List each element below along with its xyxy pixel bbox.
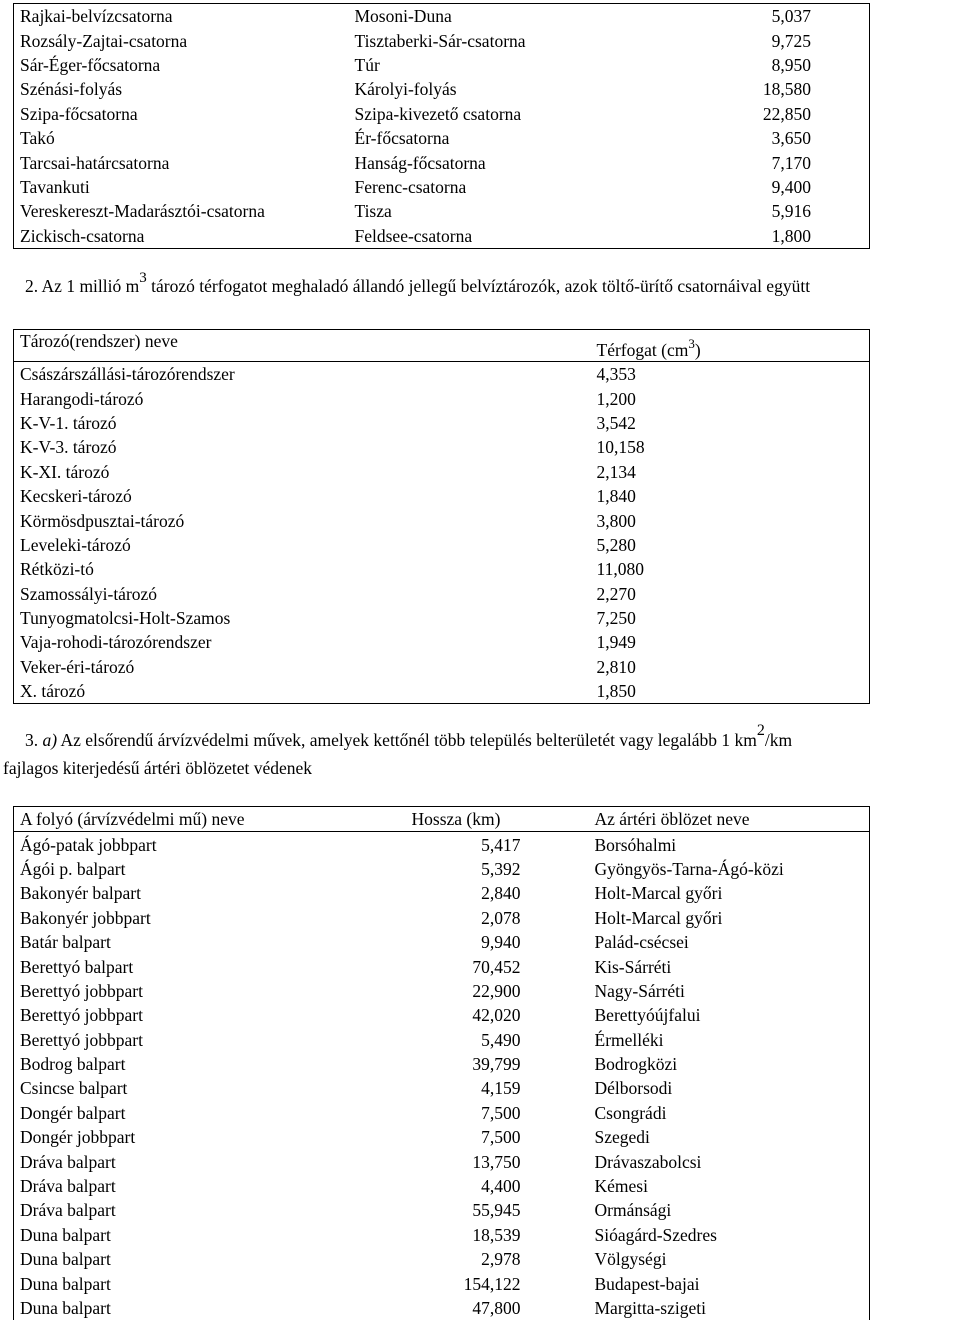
table-row	[14, 1052, 870, 1076]
header-volume: Térfogat $(cm^3)$	[596, 336, 701, 360]
header-floodplain-name: Az ártéri öblözet neve	[594, 809, 750, 830]
river-bank-name: Duna balpart	[20, 1249, 111, 1270]
floodplain-name: Berettyóújfalui	[594, 1005, 701, 1026]
reservoir-name: Vaja-rohodi-tározórendszer	[20, 632, 212, 653]
river-bank-name: Dráva balpart	[20, 1200, 116, 1221]
reservoir-name: Tunyogmatolcsi-Holt-Szamos	[20, 608, 231, 629]
table-row	[14, 224, 870, 249]
recipient-name: Mosoni-Duna	[354, 6, 452, 27]
table-row	[14, 655, 870, 679]
length-value: 7,500	[481, 1127, 521, 1148]
table-row	[14, 199, 870, 223]
river-bank-name: Batár balpart	[20, 932, 111, 953]
table-row	[14, 1149, 870, 1173]
volume-value: 3,800	[596, 510, 636, 531]
table-row	[14, 126, 870, 150]
reservoir-name: K-XI. tározó	[20, 461, 110, 482]
section-2-heading: 2. Az 1 millió $m^3$ tározó térfogatot meghaladó állandó jellegű belvíztározók, azok töltő-ürítő csatornáival együtt	[25, 270, 811, 296]
recipient-name: Ferenc-csatorna	[354, 176, 467, 197]
header-length: Hossza (km)	[411, 809, 501, 830]
volume-value: 10,158	[596, 437, 645, 458]
table-row	[14, 411, 870, 435]
table-row	[14, 606, 870, 630]
river-bank-name: Berettyó jobbpart	[20, 1005, 143, 1026]
floodplain-name: Sióagárd-Szedres	[594, 1224, 717, 1245]
length-value: 8,950	[771, 54, 811, 75]
recipient-name: Károlyi-folyás	[354, 79, 457, 100]
length-value: 2,078	[481, 907, 521, 928]
reservoir-name: K-V-1. tározó	[20, 412, 117, 433]
reservoir-name: Körmösdpusztai-tározó	[20, 510, 185, 531]
length-value: 5,490	[481, 1029, 521, 1050]
length-value: 9,400	[771, 176, 811, 197]
river-bank-name: Bakonyér balpart	[20, 883, 141, 904]
table-row	[14, 832, 870, 857]
length-value: 4,400	[481, 1176, 521, 1197]
river-bank-name: Duna balpart	[20, 1273, 111, 1294]
table-row	[14, 28, 870, 52]
table-row	[14, 102, 870, 126]
recipient-name: Feldsee-csatorna	[354, 225, 473, 246]
volume-value: 1,850	[596, 681, 636, 702]
canal-name: Rozsály-Zajtai-csatorna	[20, 30, 188, 51]
length-value: 7,500	[481, 1102, 521, 1123]
volume-value: 2,134	[596, 461, 636, 482]
length-value: 4,159	[481, 1078, 521, 1099]
floodplain-name: Völgységi	[594, 1249, 667, 1270]
volume-value: 2,810	[596, 656, 636, 677]
length-value: 18,539	[472, 1224, 521, 1245]
table-row	[14, 508, 870, 532]
floodplain-name: Budapest-bajai	[594, 1273, 700, 1294]
river-bank-name: Dongér balpart	[20, 1102, 126, 1123]
length-value: 5,417	[481, 834, 521, 855]
recipient-name: Hanság-főcsatorna	[354, 152, 486, 173]
length-value: 9,940	[481, 932, 521, 953]
volume-value: 7,250	[596, 608, 636, 629]
canal-name: Tarcsai-határcsatorna	[20, 152, 170, 173]
floodplain-name: Kis-Sárréti	[594, 956, 672, 977]
floodplain-name: Érmelléki	[594, 1029, 664, 1050]
recipient-name: Ér-főcsatorna	[354, 128, 450, 149]
length-value: 2,978	[481, 1249, 521, 1270]
river-bank-name: Berettyó jobbpart	[20, 980, 143, 1001]
length-value: 47,800	[472, 1298, 521, 1318]
length-value: 5,037	[771, 6, 811, 27]
reservoir-name: Szamossályi-tározó	[20, 583, 158, 604]
length-value: 22,900	[472, 980, 521, 1001]
length-value: 55,945	[472, 1200, 521, 1221]
canal-name: Vereskereszt-Madarásztói-csatorna	[20, 201, 265, 222]
flood-defense-table	[13, 806, 870, 1320]
floodplain-name: Drávaszabolcsi	[594, 1151, 702, 1172]
flood-defense-table-header	[14, 807, 870, 832]
length-value: 39,799	[472, 1054, 521, 1075]
river-bank-name: Dongér jobbpart	[20, 1127, 136, 1148]
table-row	[14, 1028, 870, 1052]
table-row	[14, 857, 870, 881]
table-row	[14, 175, 870, 199]
river-bank-name: Bakonyér jobbpart	[20, 907, 151, 928]
floodplain-name: Szegedi	[594, 1127, 650, 1148]
table-row	[14, 1125, 870, 1149]
table-row	[14, 979, 870, 1003]
table-row	[14, 1174, 870, 1198]
river-bank-name: Bodrog balpart	[20, 1054, 126, 1075]
canal-name: Szénási-folyás	[20, 79, 123, 100]
table-row	[14, 906, 870, 930]
length-value: 9,725	[771, 30, 811, 51]
table-row	[14, 533, 870, 557]
table-row	[14, 954, 870, 978]
length-value: 3,650	[771, 128, 811, 149]
table-row	[14, 484, 870, 508]
table-row	[14, 582, 870, 606]
canal-name: Zickisch-csatorna	[20, 225, 145, 246]
header-reservoir-name: Tározó(rendszer) neve	[20, 331, 178, 351]
table-row	[14, 150, 870, 174]
table-row	[14, 1198, 870, 1222]
river-bank-name: Dráva balpart	[20, 1151, 116, 1172]
table-row	[14, 557, 870, 581]
table-row	[14, 881, 870, 905]
reservoir-name: X. tározó	[20, 681, 86, 702]
volume-value: 5,280	[596, 534, 636, 555]
reservoir-table	[13, 329, 870, 704]
reservoir-name: Harangodi-tározó	[20, 388, 144, 409]
volume-value: 1,200	[596, 388, 636, 409]
table-row	[14, 53, 870, 77]
table-row	[14, 1271, 870, 1295]
table-row	[14, 679, 870, 704]
floodplain-name: Kémesi	[594, 1176, 648, 1197]
floodplain-name: Holt-Marcal győri	[594, 883, 723, 904]
length-value: 42,020	[472, 1005, 521, 1026]
floodplain-name: Délborsodi	[594, 1078, 673, 1099]
header-river-name: A folyó (árvízvédelmi mű) neve	[20, 809, 245, 830]
floodplain-name: Palád-csécsei	[594, 932, 689, 953]
reservoir-name: Kecskeri-tározó	[20, 486, 132, 507]
table-row	[14, 1296, 870, 1320]
length-value: 5,916	[771, 201, 811, 222]
section-3-heading-line2: fajlagos kiterjedésű ártéri öblözetet védenek	[3, 758, 313, 778]
floodplain-name: Margitta-szigeti	[594, 1298, 706, 1318]
canal-table	[13, 3, 870, 249]
floodplain-name: Gyöngyös-Tarna-Ágó-közi	[594, 858, 784, 879]
floodplain-name: Ormánsági	[594, 1200, 672, 1221]
table-row	[14, 1101, 870, 1125]
table-row	[14, 362, 870, 387]
recipient-name: Túr	[354, 54, 380, 75]
volume-value: 2,270	[596, 583, 636, 604]
reservoir-table-header	[14, 330, 870, 362]
reservoir-name: Császárszállási-tározórendszer	[20, 364, 235, 385]
length-value: 7,170	[771, 152, 811, 173]
reservoir-name: K-V-3. tározó	[20, 437, 117, 458]
length-value: 13,750	[472, 1151, 521, 1172]
table-row	[14, 930, 870, 954]
river-bank-name: Dráva balpart	[20, 1176, 116, 1197]
river-bank-name: Berettyó balpart	[20, 956, 134, 977]
river-bank-name: Berettyó jobbpart	[20, 1029, 143, 1050]
table-row	[14, 77, 870, 101]
length-value: 2,840	[481, 883, 521, 904]
river-bank-name: Ágói p. balpart	[20, 858, 126, 879]
table-row	[14, 630, 870, 654]
length-value: 5,392	[481, 858, 521, 879]
table-row	[14, 1247, 870, 1271]
river-bank-name: Duna balpart	[20, 1298, 111, 1318]
floodplain-name: Nagy-Sárréti	[594, 980, 685, 1001]
reservoir-name: Leveleki-tározó	[20, 534, 131, 555]
section-3-heading: 3. a) Az elsőrendű árvízvédelmi művek, amelyek kettőnél több település belterületét vagy legalább 1 $km^2/km$	[25, 722, 793, 750]
reservoir-name: Rétközi-tó	[20, 559, 94, 580]
table-row	[14, 1076, 870, 1100]
length-value: 22,850	[762, 103, 811, 124]
canal-name: Rajkai-belvízcsatorna	[20, 6, 173, 27]
length-value: 154,122	[463, 1273, 521, 1294]
recipient-name: Tisza	[354, 201, 392, 222]
recipient-name: Tisztaberki-Sár-csatorna	[354, 30, 526, 51]
floodplain-name: Csongrádi	[594, 1102, 667, 1123]
river-bank-name: Ágó-patak jobbpart	[20, 834, 157, 855]
reservoir-name: Veker-éri-tározó	[20, 656, 135, 677]
table-row	[14, 460, 870, 484]
floodplain-name: Borsóhalmi	[594, 834, 677, 855]
length-value: 70,452	[472, 956, 521, 977]
canal-name: Takó	[20, 128, 55, 149]
volume-value: 3,542	[596, 412, 636, 433]
floodplain-name: Bodrogközi	[594, 1054, 678, 1075]
river-bank-name: Duna balpart	[20, 1224, 111, 1245]
volume-value: 1,840	[596, 486, 636, 507]
canal-name: Sár-Éger-főcsatorna	[20, 54, 161, 75]
recipient-name: Szipa-kivezető csatorna	[354, 103, 522, 124]
volume-value: 4,353	[596, 364, 636, 385]
table-row	[14, 4, 870, 29]
table-row	[14, 1003, 870, 1027]
canal-name: Tavankuti	[20, 176, 90, 197]
table-row	[14, 1223, 870, 1247]
volume-value: 1,949	[596, 632, 636, 653]
table-row	[14, 435, 870, 459]
length-value: 18,580	[762, 79, 811, 100]
river-bank-name: Csincse balpart	[20, 1078, 128, 1099]
canal-name: Szipa-főcsatorna	[20, 103, 138, 124]
volume-value: 11,080	[596, 559, 644, 580]
length-value: 1,800	[771, 225, 811, 246]
table-row	[14, 386, 870, 410]
floodplain-name: Holt-Marcal győri	[594, 907, 723, 928]
